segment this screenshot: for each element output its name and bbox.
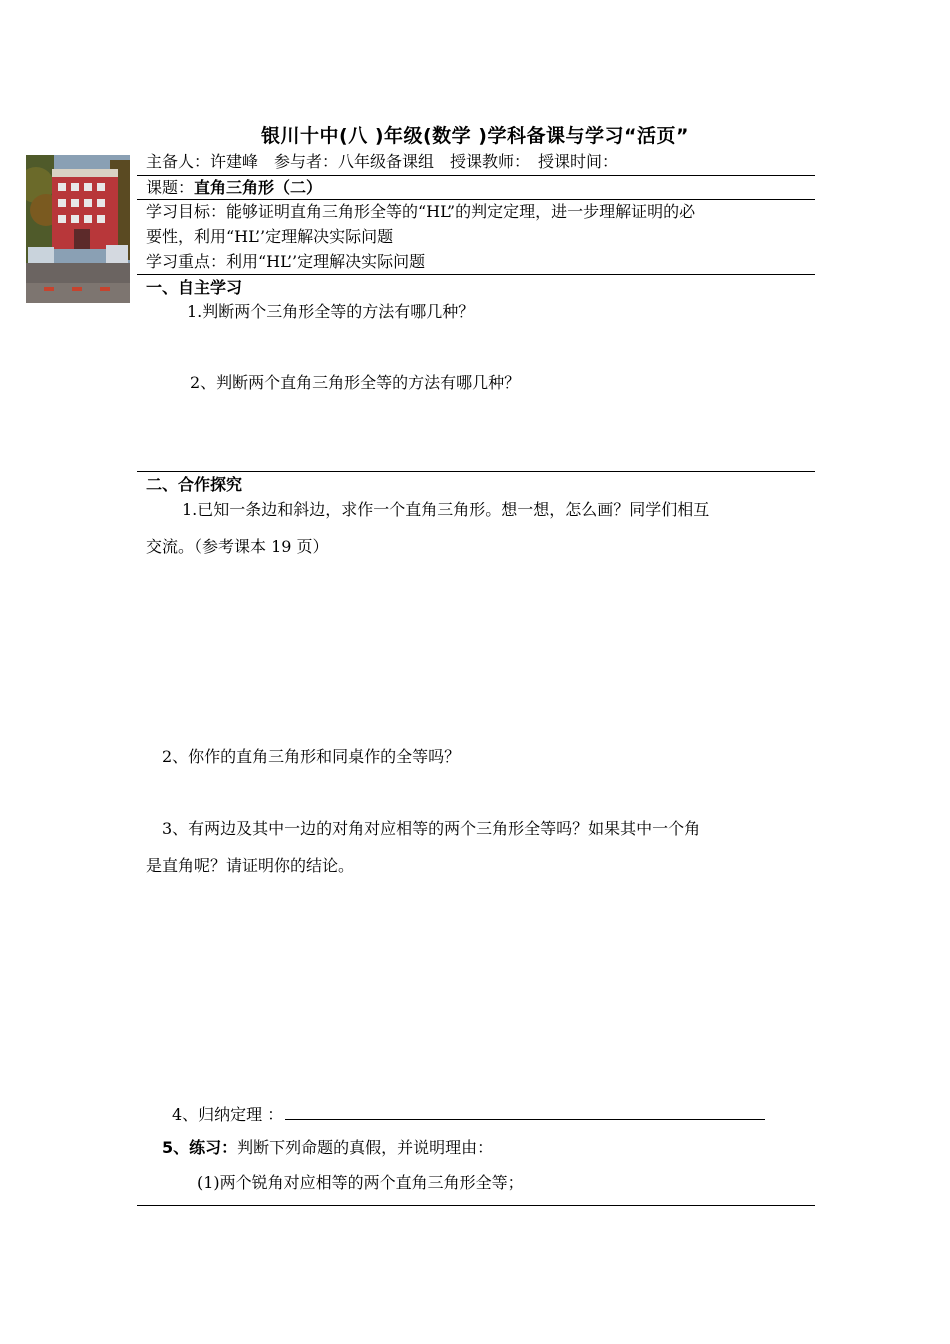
learning-goal-line1: 学习目标：能够证明直角三角形全等的“HL”的判定定理，进一步理解证明的必 — [146, 202, 696, 221]
exercise — [162, 1137, 493, 1159]
summary-theorem-label: 4、归纳定理 ： — [172, 1105, 284, 1124]
divider — [137, 274, 815, 275]
question-1: 1.判断两个三角形全等的方法有哪几种？ — [187, 302, 475, 321]
topic-label: 课题： — [146, 178, 195, 197]
summary-theorem — [172, 1103, 765, 1126]
learning-focus: 学习重点：利用“HL’’定理解决实际问题 — [146, 252, 426, 271]
divider — [137, 199, 815, 200]
exercise-text: 判断下列命题的真假，并说明理由： — [237, 1138, 494, 1157]
school-building-photo — [26, 155, 130, 303]
explore-question-1-line2: 交流。（参考课本 19 页） — [146, 537, 329, 556]
explore-question-3-line1: 3、有两边及其中一边的对角对应相等的两个三角形全等吗？如果其中一个角 — [162, 819, 701, 838]
explore-question-3-line2: 是直角呢？请证明你的结论。 — [146, 856, 355, 875]
divider — [137, 471, 815, 472]
lesson-topic — [146, 177, 322, 199]
exercise-item-1: (1)两个锐角对应相等的两个直角三角形全等； — [197, 1173, 524, 1192]
exercise-label: 5、练习： — [162, 1138, 238, 1157]
topic-title: 直角三角形（二） — [194, 178, 323, 197]
question-2: 2、判断两个直角三角形全等的方法有哪几种？ — [190, 373, 521, 392]
divider — [137, 1205, 815, 1206]
divider — [137, 175, 815, 176]
preparer-info: 主备人：许建峰 参与者：八年级备课组 授课教师： 授课时间： — [146, 152, 619, 171]
section-heading-cooperative: 二、合作探究 — [146, 475, 243, 494]
section-heading-self-study: 一、自主学习 — [146, 278, 243, 297]
explore-question-2: 2、你作的直角三角形和同桌作的全等吗？ — [162, 747, 461, 766]
page-title: 银川十中(八 )年级(数学 )学科备课与学习“活页” — [261, 125, 689, 147]
answer-blank-line — [285, 1103, 765, 1120]
explore-question-1-line1: 1.已知一条边和斜边，求作一个直角三角形。想一想，怎么画？同学们相互 — [182, 500, 710, 519]
learning-goal-line2: 要性，利用“HL’’定理解决实际问题 — [146, 227, 394, 246]
